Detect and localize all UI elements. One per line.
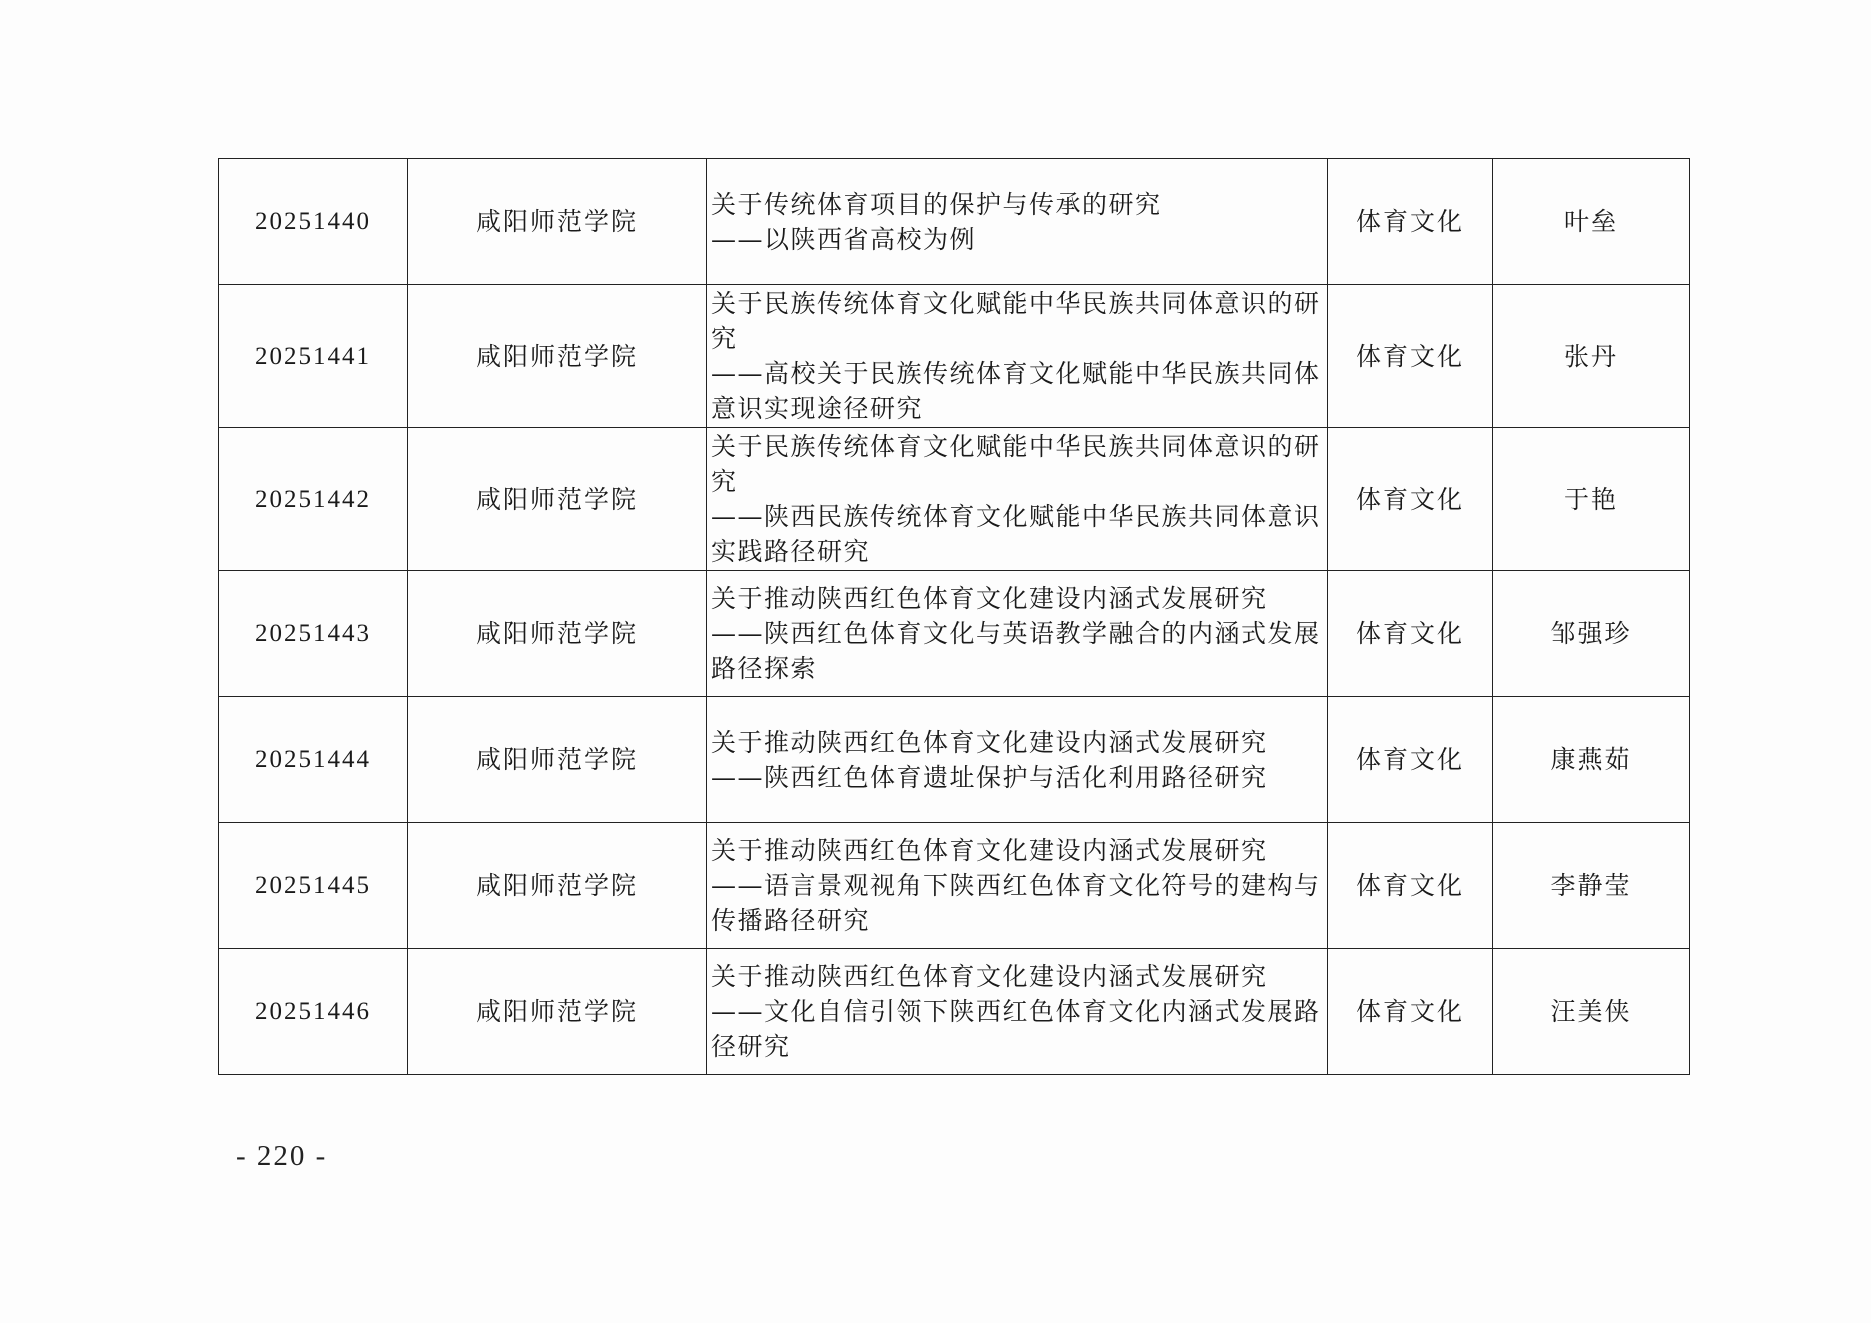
table-row: [219, 823, 1690, 949]
project-title-cell: [707, 571, 1328, 697]
project-title-line: ——高校关于民族传统体育文化赋能中华民族共同体: [711, 359, 1321, 388]
person-cell: 李静莹: [1493, 823, 1690, 949]
project-id-cell: 20251443: [219, 571, 408, 697]
person-cell: 汪美侠: [1493, 949, 1690, 1075]
project-title-line: 关于民族传统体育文化赋能中华民族共同体意识的研: [711, 432, 1321, 461]
category-cell: 体育文化: [1328, 949, 1493, 1075]
school-cell: 咸阳师范学院: [408, 285, 707, 428]
school-cell: 咸阳师范学院: [408, 428, 707, 571]
school-cell: 咸阳师范学院: [408, 571, 707, 697]
project-title-line: ——陕西红色体育文化与英语教学融合的内涵式发展: [711, 619, 1321, 648]
table-row: [219, 697, 1690, 823]
project-title-cell: [707, 823, 1328, 949]
project-title-line: 意识实现途径研究: [711, 394, 924, 423]
project-title-line: 径研究: [711, 1032, 791, 1061]
project-table-body: [219, 159, 1690, 1075]
project-id-cell: 20251441: [219, 285, 408, 428]
person-cell: 张丹: [1493, 285, 1690, 428]
project-id-cell: 20251445: [219, 823, 408, 949]
project-title-cell: [707, 949, 1328, 1075]
table-row: [219, 428, 1690, 571]
school-cell: 咸阳师范学院: [408, 697, 707, 823]
project-title-line: ——陕西民族传统体育文化赋能中华民族共同体意识: [711, 502, 1321, 531]
project-title-line: 传播路径研究: [711, 906, 871, 935]
category-cell: 体育文化: [1328, 285, 1493, 428]
school-cell: 咸阳师范学院: [408, 159, 707, 285]
project-title-line: ——陕西红色体育遗址保护与活化利用路径研究: [711, 762, 1268, 792]
person-cell: 康燕茹: [1493, 697, 1690, 823]
project-title-line: ——语言景观视角下陕西红色体育文化符号的建构与: [711, 871, 1321, 900]
project-title-cell: [707, 697, 1328, 823]
project-title-line: 关于推动陕西红色体育文化建设内涵式发展研究: [711, 727, 1268, 757]
school-cell: 咸阳师范学院: [408, 949, 707, 1075]
person-cell: 于艳: [1493, 428, 1690, 571]
project-id-cell: 20251440: [219, 159, 408, 285]
category-cell: 体育文化: [1328, 697, 1493, 823]
project-title-line: 路径探索: [711, 654, 818, 683]
person-cell: 邹强珍: [1493, 571, 1690, 697]
project-title-line: ——以陕西省高校为例: [711, 224, 977, 254]
project-title-line: 关于推动陕西红色体育文化建设内涵式发展研究: [711, 584, 1268, 613]
project-title-cell: [707, 285, 1328, 428]
project-title-line: 究: [711, 467, 738, 496]
project-title-line: ——文化自信引领下陕西红色体育文化内涵式发展路: [711, 997, 1321, 1026]
table-row: [219, 571, 1690, 697]
project-id-cell: 20251444: [219, 697, 408, 823]
table-row: [219, 159, 1690, 285]
project-title-line: 关于推动陕西红色体育文化建设内涵式发展研究: [711, 962, 1268, 991]
table-row: [219, 285, 1690, 428]
page-number: - 220 -: [236, 1140, 328, 1172]
project-title-line: 关于民族传统体育文化赋能中华民族共同体意识的研: [711, 289, 1321, 318]
project-title-line: 关于推动陕西红色体育文化建设内涵式发展研究: [711, 836, 1268, 865]
project-title-line: 究: [711, 324, 738, 353]
project-table: [218, 158, 1690, 1075]
person-cell: 叶垒: [1493, 159, 1690, 285]
category-cell: 体育文化: [1328, 428, 1493, 571]
project-id-cell: 20251442: [219, 428, 408, 571]
project-title-cell: [707, 159, 1328, 285]
table-row: [219, 949, 1690, 1075]
project-id-cell: 20251446: [219, 949, 408, 1075]
project-title-cell: [707, 428, 1328, 571]
school-cell: 咸阳师范学院: [408, 823, 707, 949]
category-cell: 体育文化: [1328, 823, 1493, 949]
category-cell: 体育文化: [1328, 159, 1493, 285]
category-cell: 体育文化: [1328, 571, 1493, 697]
project-title-line: 实践路径研究: [711, 537, 871, 566]
project-title-line: 关于传统体育项目的保护与传承的研究: [711, 189, 1162, 219]
